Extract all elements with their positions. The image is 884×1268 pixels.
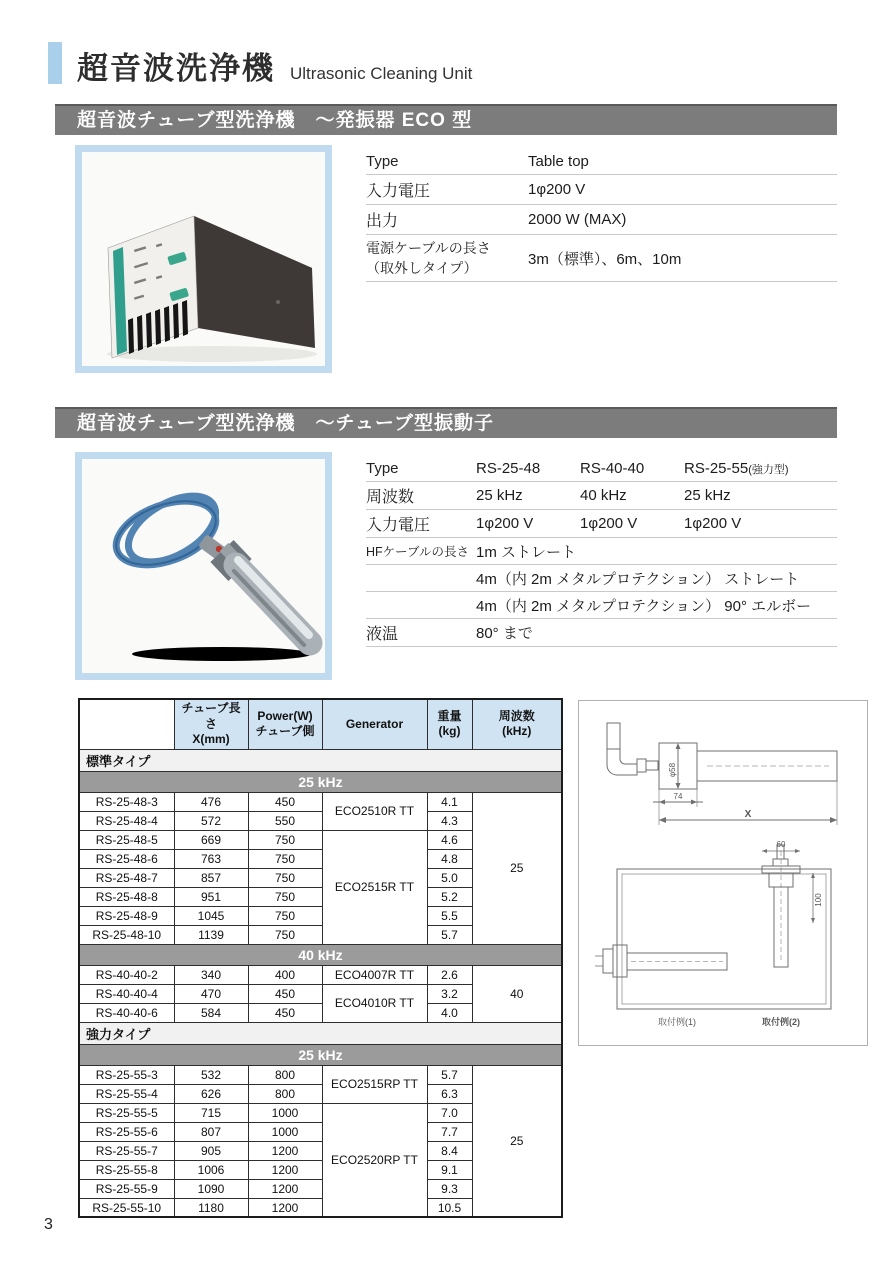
spec-row-output: [366, 205, 837, 235]
cell-model: RS-25-55-10: [79, 1198, 174, 1217]
generator-product-photo: [75, 145, 332, 373]
cell-weight: 5.2: [427, 887, 472, 906]
model-row: [79, 1065, 562, 1084]
spec-row-power-cable: [366, 235, 837, 282]
cell-model: RS-25-48-8: [79, 887, 174, 906]
cell-power: 1200: [248, 1141, 322, 1160]
spec-value: 40 kHz: [580, 487, 627, 504]
dim-flange-label: 74: [673, 792, 683, 801]
cell-tube-length: 532: [174, 1065, 248, 1084]
cell-tube-length: 807: [174, 1122, 248, 1141]
cell-tube-length: 857: [174, 868, 248, 887]
cell-power: 800: [248, 1084, 322, 1103]
cell-tube-length: 584: [174, 1003, 248, 1022]
cell-model: RS-25-55-7: [79, 1141, 174, 1160]
transducer-model-table: [78, 698, 563, 1218]
cell-model: RS-25-55-5: [79, 1103, 174, 1122]
cell-tube-length: 476: [174, 792, 248, 811]
spec-label: [366, 238, 528, 278]
dim-side-label: 100: [814, 893, 823, 907]
spec-row-hf-cable-3: [366, 592, 837, 619]
cell-model: RS-40-40-6: [79, 1003, 174, 1022]
dimension-diagram-drawing: [579, 701, 867, 1045]
cell-generator: ECO2515RP TT: [322, 1065, 427, 1103]
cell-power: 1200: [248, 1179, 322, 1198]
cell-frequency: 25: [472, 1065, 562, 1217]
cell-tube-length: 470: [174, 984, 248, 1003]
cell-power: 1000: [248, 1122, 322, 1141]
cell-power: 750: [248, 925, 322, 944]
spec-value-note: (強力型): [748, 463, 789, 476]
spec-value: 4m（内 2m メタルプロテクション） ストレート: [476, 570, 800, 588]
cell-model: RS-40-40-2: [79, 965, 174, 984]
page-title: [48, 42, 472, 84]
cell-tube-length: 1180: [174, 1198, 248, 1217]
cell-weight: 5.0: [427, 868, 472, 887]
cell-model: RS-25-55-8: [79, 1160, 174, 1179]
spec-row-hf-cable-1: [366, 538, 837, 565]
cell-frequency: 40: [472, 965, 562, 1022]
cell-tube-length: 669: [174, 830, 248, 849]
type-label-cell: 標準タイプ: [79, 749, 562, 771]
cell-weight: 4.3: [427, 811, 472, 830]
column-header: Power(W) チューブ側: [248, 699, 322, 749]
cell-power: 750: [248, 906, 322, 925]
model-row: [79, 792, 562, 811]
cell-tube-length: 715: [174, 1103, 248, 1122]
cell-power: 1000: [248, 1103, 322, 1122]
type-label-cell: 強力タイプ: [79, 1022, 562, 1044]
spec-value: 2000 W (MAX): [528, 211, 627, 228]
dim-total-label: X: [744, 809, 752, 820]
cell-tube-length: 951: [174, 887, 248, 906]
cell-tube-length: 572: [174, 811, 248, 830]
cell-model: RS-25-48-3: [79, 792, 174, 811]
mounting-example-1-caption: 取付例(1): [658, 1017, 696, 1027]
frequency-band-row: [79, 1044, 562, 1065]
cell-weight: 8.4: [427, 1141, 472, 1160]
cell-tube-length: 1006: [174, 1160, 248, 1179]
transducer-spec-table: [366, 455, 837, 647]
column-header: チューブ長さ X(mm): [174, 699, 248, 749]
cell-power: 450: [248, 984, 322, 1003]
cell-weight: 5.7: [427, 1065, 472, 1084]
cell-model: RS-25-48-5: [79, 830, 174, 849]
cell-weight: 2.6: [427, 965, 472, 984]
spec-value: 1φ200 V: [528, 181, 586, 198]
cell-tube-length: 1090: [174, 1179, 248, 1198]
column-header: 周波数 (kHz): [472, 699, 562, 749]
cell-tube-length: 1139: [174, 925, 248, 944]
section-header-transducer: 超音波チューブ型洗浄機 ～チューブ型振動子: [55, 407, 837, 438]
frequency-band-cell: 25 kHz: [79, 1044, 562, 1065]
cell-weight: 4.6: [427, 830, 472, 849]
spec-label: Type: [366, 152, 399, 170]
cell-power: 1200: [248, 1198, 322, 1217]
cell-power: 450: [248, 792, 322, 811]
spec-label-line2: （取外しタイプ）: [366, 260, 478, 276]
cell-power: 750: [248, 887, 322, 906]
cell-power: 550: [248, 811, 322, 830]
cell-weight: 7.0: [427, 1103, 472, 1122]
cell-model: RS-25-48-6: [79, 849, 174, 868]
cell-weight: 3.2: [427, 984, 472, 1003]
cell-power: 800: [248, 1065, 322, 1084]
spec-row-type: [366, 455, 837, 482]
cell-weight: 5.7: [427, 925, 472, 944]
cell-generator: ECO2515R TT: [322, 830, 427, 944]
section-header-generator: 超音波チューブ型洗浄機 ～発振器 ECO 型: [55, 104, 837, 135]
cell-power: 400: [248, 965, 322, 984]
spec-value: 1φ200 V: [476, 515, 534, 532]
cell-weight: 6.3: [427, 1084, 472, 1103]
spec-value: Table top: [528, 152, 589, 170]
title-accent-bar: [48, 42, 62, 84]
spec-row-type: [366, 148, 837, 175]
cell-weight: 4.8: [427, 849, 472, 868]
cell-generator: ECO4007R TT: [322, 965, 427, 984]
cell-weight: 5.5: [427, 906, 472, 925]
cell-power: 750: [248, 830, 322, 849]
generator-spec-table: [366, 148, 837, 282]
cell-generator: ECO2520RP TT: [322, 1103, 427, 1217]
cell-tube-length: 1045: [174, 906, 248, 925]
cell-weight: 4.0: [427, 1003, 472, 1022]
spec-label: 出力: [366, 213, 399, 230]
spec-row-hf-cable-2: [366, 565, 837, 592]
cell-power: 750: [248, 868, 322, 887]
spec-value: 1m ストレート: [476, 543, 577, 561]
cell-frequency: 25: [472, 792, 562, 944]
model-table-header: [79, 699, 562, 749]
cell-tube-length: 905: [174, 1141, 248, 1160]
transducer-illustration: [82, 459, 325, 673]
cell-tube-length: 626: [174, 1084, 248, 1103]
model-row: [79, 965, 562, 984]
cell-model: RS-25-55-6: [79, 1122, 174, 1141]
cell-model: RS-25-55-4: [79, 1084, 174, 1103]
spec-value: 25 kHz: [476, 487, 523, 504]
cell-tube-length: 763: [174, 849, 248, 868]
spec-value: RS-40-40: [580, 459, 645, 477]
frequency-band-cell: 25 kHz: [79, 771, 562, 792]
column-header: 重量 (kg): [427, 699, 472, 749]
spec-row-input-voltage: [366, 510, 837, 538]
frequency-band-row: [79, 944, 562, 965]
spec-label-line1: 電源ケーブルの長さ: [366, 240, 491, 256]
cell-model: RS-25-55-3: [79, 1065, 174, 1084]
spec-label: 周波数: [366, 489, 415, 506]
dim-top-label: 60: [776, 840, 786, 849]
spec-value: 1φ200 V: [684, 515, 742, 532]
spec-value: 25 kHz: [684, 487, 731, 504]
cell-model: RS-40-40-4: [79, 984, 174, 1003]
spec-label: HFケーブルの長さ: [366, 545, 470, 559]
dimension-diagram: [578, 700, 868, 1046]
cell-model: RS-25-48-4: [79, 811, 174, 830]
page-number: 3: [44, 1216, 53, 1233]
spec-row-liquid-temp: [366, 619, 837, 647]
transducer-product-photo: [75, 452, 332, 680]
spec-value: [684, 460, 837, 477]
spec-label: Type: [366, 459, 399, 477]
cell-generator: ECO2510R TT: [322, 792, 427, 830]
cell-power: 1200: [248, 1160, 322, 1179]
cell-weight: 10.5: [427, 1198, 472, 1217]
spec-value: 80° まで: [476, 625, 533, 642]
column-header: [79, 699, 174, 749]
cell-model: RS-25-55-9: [79, 1179, 174, 1198]
spec-label: 液温: [366, 626, 399, 643]
cell-weight: 4.1: [427, 792, 472, 811]
cell-tube-length: 340: [174, 965, 248, 984]
cell-model: RS-25-48-10: [79, 925, 174, 944]
spec-label: 入力電圧: [366, 183, 431, 200]
page-title-english: Ultrasonic Cleaning Unit: [290, 64, 473, 83]
frequency-band-cell: 40 kHz: [79, 944, 562, 965]
spec-value: 4m（内 2m メタルプロテクション） 90° エルボー: [476, 597, 812, 615]
spec-row-frequency: [366, 482, 837, 510]
mounting-example-2-caption: 取付例(2): [762, 1017, 800, 1027]
cell-weight: 9.3: [427, 1179, 472, 1198]
frequency-band-row: [79, 771, 562, 792]
cell-power: 450: [248, 1003, 322, 1022]
type-label-row: [79, 1022, 562, 1044]
cell-model: RS-25-48-9: [79, 906, 174, 925]
cell-generator: ECO4010R TT: [322, 984, 427, 1022]
cell-weight: 9.1: [427, 1160, 472, 1179]
spec-value-main: RS-25-55: [684, 459, 749, 477]
spec-label: 入力電圧: [366, 517, 431, 534]
spec-value: 1φ200 V: [580, 515, 638, 532]
spec-value: 3m（標準）、6m、10m: [528, 250, 682, 268]
column-header: Generator: [322, 699, 427, 749]
dim-phi-label: φ58: [668, 762, 677, 778]
type-label-row: [79, 749, 562, 771]
generator-illustration: [82, 152, 325, 366]
cell-weight: 7.7: [427, 1122, 472, 1141]
spec-value: RS-25-48: [476, 459, 541, 477]
cell-model: RS-25-48-7: [79, 868, 174, 887]
page-title-japanese: 超音波洗浄機: [77, 51, 275, 86]
spec-row-input-voltage: [366, 175, 837, 205]
cell-power: 750: [248, 849, 322, 868]
